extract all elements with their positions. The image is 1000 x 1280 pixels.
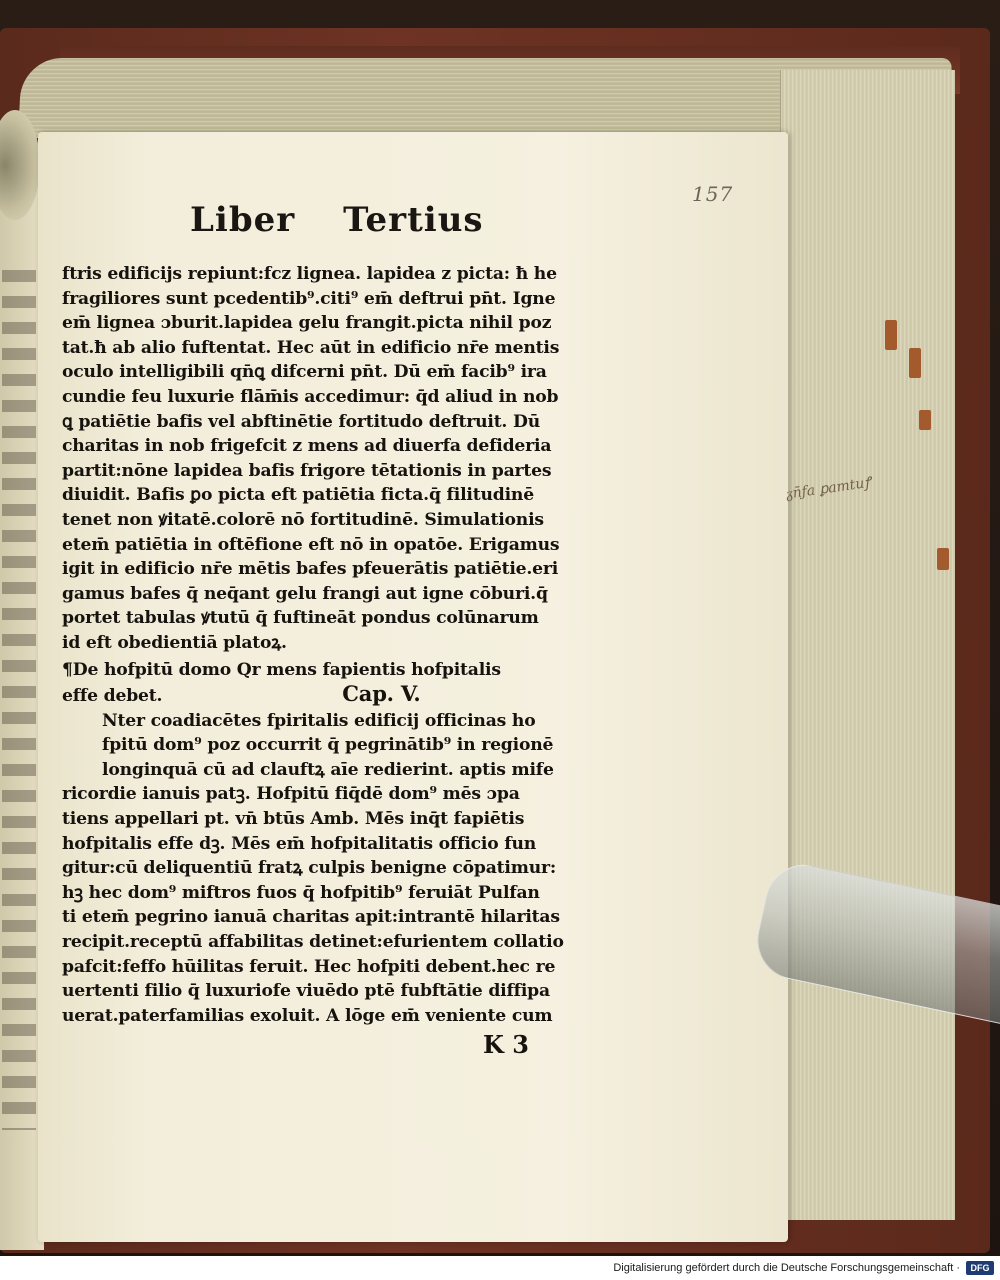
text-line-content: cundie feu luxurie flām̄is accedimur: q̄d aliud in nob [62, 386, 559, 407]
text-line [62, 955, 602, 980]
text-line-content: portet tabulas ꝟtutū q̄ fuftineāt pondus colūnarum [62, 608, 539, 629]
left-page-text [2, 270, 36, 1130]
text-line [62, 582, 602, 607]
margin-annotation: ᵹn̄ƒa ꝑamtuꝭ [785, 474, 872, 503]
text-line-content: igit in edificio nr̄e mētis bafes pfeuerātis patiētie.eri [62, 559, 559, 580]
text-line-content: ricordie ianuis patꝫ. Hofpitū fiq̄dē dom⁹ mēs ɔpa [62, 784, 520, 805]
text-line [62, 631, 602, 656]
text-line-content: uerat.paterfamilias exoluit. A lōge em̄ veniente cum [62, 1005, 553, 1026]
text-line-content: diuidit. Bafis ꝑo picta eft patiētia ficta.q̄ filitudinē [62, 485, 534, 506]
text-line [62, 905, 602, 930]
text-line [62, 459, 602, 484]
text-line [62, 658, 602, 683]
text-line-content: fpitū dom⁹ poz occurrit q̄ pegrinātib⁹ in regionē [102, 735, 554, 756]
text-line-content: oculo intelligibili qn̄ꝗ difcerni pn̄t. Dū em̄ facib⁹ ira [62, 362, 547, 383]
text-line-content: tenet non ꝟitatē.colorē nō fortitudinē. Simulationis [62, 509, 544, 530]
text-line-content: gitur:cū deliquentiū fratꝝ culpis benigne cōpatimur: [62, 858, 557, 879]
text-line-content: partit:nōne lapidea bafis frigore tētationis in partes [62, 460, 552, 481]
text-line [62, 709, 602, 734]
text-line-content: id eft obedientiā platoꝝ. [62, 632, 287, 653]
text-line-content: pafcit:feffo hūilitas feruit. Hec hofpiti debent.hec re [62, 956, 556, 977]
text-line [62, 733, 602, 758]
text-line-content: hꝫ hec dom⁹ miftros fuos q̄ hofpitib⁹ feruiāt Pulfan [62, 882, 540, 903]
text-line-content: ti etem̄ pegrino ianuā charitas apit:intrantē hilaritas [62, 907, 560, 928]
folio-number: 157 [692, 182, 734, 206]
page-stack-fore-edge [780, 70, 955, 1220]
text-line-content: uertenti filio q̄ luxuriofe viuēdo ptē fubftātie diffipa [62, 981, 550, 1002]
text-line-content: gamus bafes q̄ neq̄ant gelu frangi aut igne cōburi.q̄ [62, 583, 548, 604]
text-line [62, 262, 602, 287]
text-line-content: ftris edificijs repiunt:fcz lignea. lapidea z picta: ħ he [62, 264, 557, 284]
text-line [62, 1004, 602, 1029]
dfg-logo-icon: DFG [966, 1261, 994, 1275]
text-line [62, 336, 602, 361]
text-line [62, 758, 602, 783]
paper-tab [909, 348, 921, 378]
text-block [62, 262, 602, 1028]
text-line-content: Nter coadiacētes fpiritalis edificij officinas ho [102, 710, 536, 731]
text-line-content: tiens appellari pt. vn̄ btūs Amb. Mēs inq̄t fapiētis [62, 809, 525, 830]
text-line [62, 533, 602, 558]
footer-bar [0, 1256, 1000, 1280]
text-line [62, 606, 602, 631]
text-line [62, 682, 602, 709]
text-line-content: longinquā cū ad clauftꝝ aīe redierint. aptis mife [102, 759, 554, 780]
text-line [62, 360, 602, 385]
text-line [62, 930, 602, 955]
paper-tab [919, 410, 931, 430]
text-line [62, 311, 602, 336]
text-line [62, 410, 602, 435]
text-line-content: charitas in nob frigefcit z mens ad diuerfa defideria [62, 436, 552, 457]
text-line [62, 483, 602, 508]
running-head [190, 200, 532, 240]
text-line [62, 557, 602, 582]
running-head-word: Tertius [343, 200, 484, 240]
text-line [62, 287, 602, 312]
paper-tab [885, 320, 897, 350]
text-line [62, 881, 602, 906]
text-line-content: etem̄ patiētia in oftēfione eft nō in opatōe. Erigamus [62, 534, 560, 555]
text-line [62, 385, 602, 410]
text-line [62, 508, 602, 533]
text-line-content: recipit.receptū affabilitas detinet:efurientem collatio [62, 932, 564, 953]
text-line-content: effe debet. [62, 686, 163, 707]
text-line [62, 434, 602, 459]
text-line-content: hofpitalis effe dꝫ. Mēs em̄ hofpitalitatis officio fun [62, 833, 537, 854]
text-line [62, 782, 602, 807]
text-line-content: ꝗ patiētie bafis vel abftinētie fortitudo deftruit. Dū [62, 411, 541, 432]
running-head-word: Liber [190, 200, 296, 240]
text-line [62, 856, 602, 881]
chapter-label: Cap. V. [342, 681, 421, 707]
text-line [62, 979, 602, 1004]
text-line-content: ¶De hofpitū domo Qr mens fapientis hofpitalis [62, 659, 501, 680]
text-line [62, 832, 602, 857]
signature-mark: K 3 [483, 1030, 529, 1059]
paper-tab [937, 548, 949, 570]
text-line-content: fragiliores sunt pcedentib⁹.citi⁹ em̄ deftrui pn̄t. Igne [62, 288, 556, 309]
text-line-content: em̄ lignea ɔburit.lapidea gelu frangit.picta nihil poz [62, 313, 552, 334]
text-line-content: tat.ħ ab alio fuftentat. Hec aūt in edificio nr̄e mentis [62, 337, 560, 358]
footer-credit: Digitalisierung gefördert durch die Deutsche Forschungsgemeinschaft · [613, 1262, 960, 1274]
text-line [62, 807, 602, 832]
